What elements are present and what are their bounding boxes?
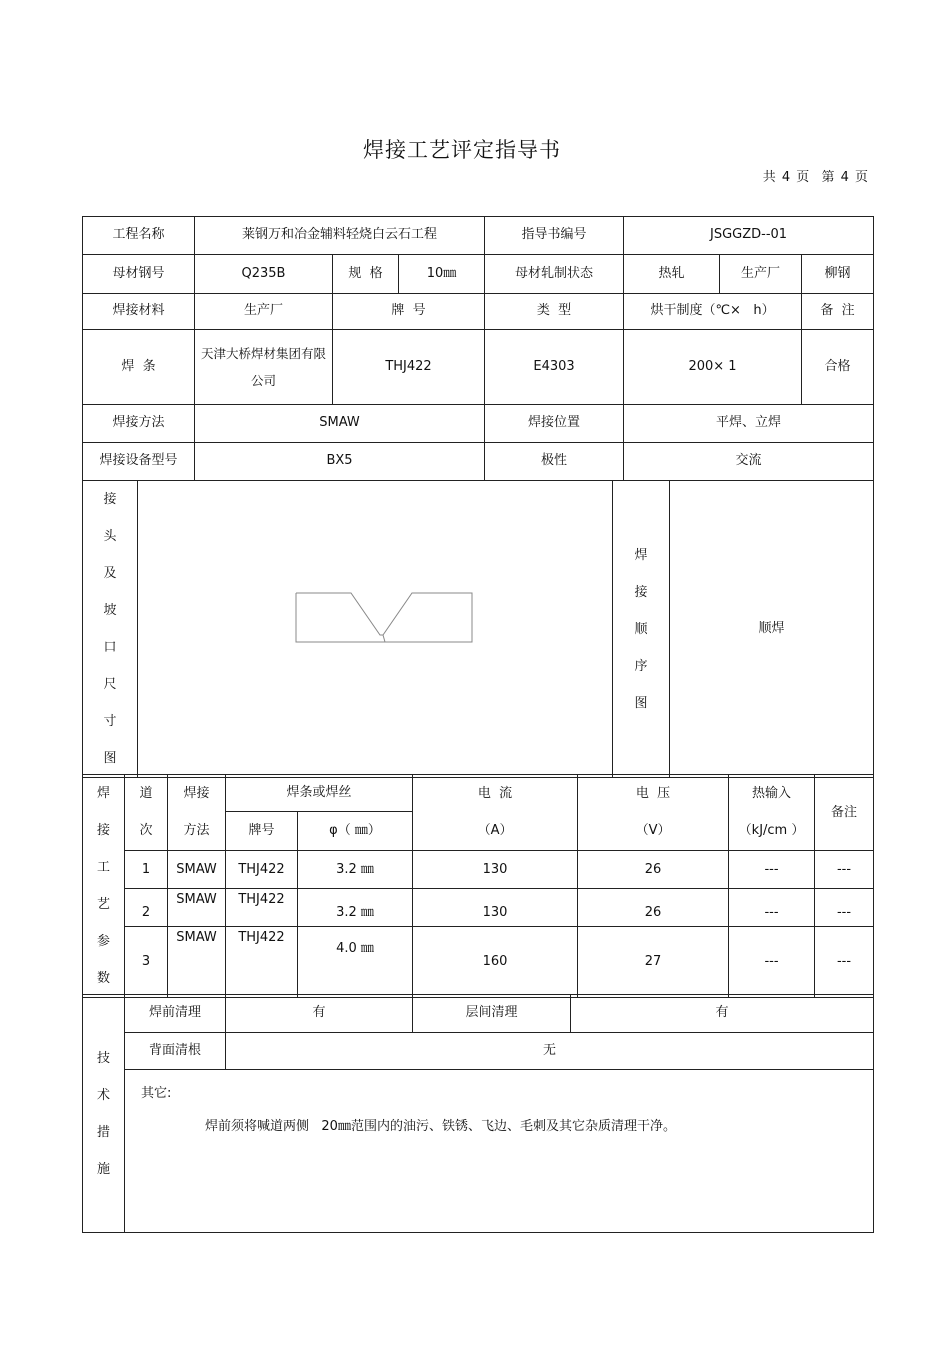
heat-cell: --- [729,851,815,889]
params-table [82,774,874,998]
table-row [83,926,874,997]
remark-cell: --- [815,851,874,889]
project-value: 莱钢万和冶金辅料轻烧白云石工程 [195,217,485,255]
method-cell: SMAW [168,926,226,997]
rolling-value: 热轧 [624,255,720,294]
col-remark: 备注 [815,775,874,851]
params-label: 焊 接 工 艺 参 数 [83,775,125,998]
pass-cell: 2 [125,889,168,926]
col-dia: φ（ ㎜） [298,812,413,851]
joint-table [82,480,874,778]
maker-value: 柳钢 [802,255,874,294]
other-measures [125,1070,874,1233]
position-label: 焊接位置 [485,405,624,443]
col-method: 焊接 方法 [168,775,226,851]
voltage-cell: 27 [578,926,729,997]
electrode-label: 焊 条 [83,330,195,405]
method-value: SMAW [195,405,485,443]
heat-cell: --- [729,889,815,926]
remark-cell: --- [815,889,874,926]
sequence-label: 焊 接 顺 序 图 [613,481,670,778]
polarity-label: 极性 [485,443,624,481]
other-text: 焊前须将喊道两侧 20㎜范围内的油污、铁锈、飞边、毛刺及其它杂质清理干净。 [205,1119,676,1135]
back-gouge-label: 背面清根 [125,1033,226,1070]
table-row [83,851,874,889]
pass-cell: 1 [125,851,168,889]
dia-cell: 3.2 ㎜ [298,889,413,926]
base-steel-value: Q235B [195,255,333,294]
table-row [83,889,874,926]
electrode-baking: 200× 1 [624,330,802,405]
col-heat-input: 热输入 （kJ/cm ） [729,775,815,851]
pass-cell: 3 [125,926,168,997]
polarity-value: 交流 [624,443,874,481]
inter-clean-value: 有 [571,995,874,1033]
current-cell: 130 [413,851,578,889]
col-filler: 焊条或焊丝 [226,775,413,812]
page-info [757,166,868,185]
joint-label: 接 头 及 坡 口 尺 寸 图 [83,481,138,778]
method-cell: SMAW [168,851,226,889]
equipment-value: BX5 [195,443,485,481]
current-cell: 160 [413,926,578,997]
maker-label: 生产厂 [720,255,802,294]
method-label: 焊接方法 [83,405,195,443]
brand-cell: THJ422 [226,851,298,889]
brand-cell: THJ422 [226,926,298,997]
voltage-cell: 26 [578,851,729,889]
tech-table [82,994,874,1233]
pre-clean-label: 焊前清理 [125,995,226,1033]
electrode-maker: 天津大桥焊材集团有限公司 [195,330,333,405]
current-cell: 130 [413,889,578,926]
dia-cell: 4.0 ㎜ [298,926,413,997]
col-voltage: 电 压 （V） [578,775,729,851]
col-brand: 牌号 [226,812,298,851]
page-current: 第 4 页 [821,170,868,185]
col-type: 类 型 [485,294,624,330]
voltage-cell: 26 [578,889,729,926]
rolling-label: 母材轧制状态 [485,255,624,294]
page-total: 共 4 页 [762,170,810,185]
col-remark: 备 注 [802,294,874,330]
sequence-value: 顺焊 [670,481,874,778]
brand-cell: THJ422 [226,889,298,926]
equipment-label: 焊接设备型号 [83,443,195,481]
doc-no-value: JSGGZD--01 [624,217,874,255]
method-cell: SMAW [168,889,226,926]
other-label: 其它: [141,1086,172,1101]
col-current: 电 流 （A） [413,775,578,851]
heat-cell: --- [729,926,815,997]
back-gouge-value: 无 [226,1033,874,1070]
header-table [82,216,874,481]
electrode-type: E4303 [485,330,624,405]
doc-no-label: 指导书编号 [485,217,624,255]
electrode-remark: 合格 [802,330,874,405]
col-maker: 生产厂 [195,294,333,330]
material-label: 焊接材料 [83,294,195,330]
spec-label: 规 格 [333,255,399,294]
base-steel-label: 母材钢号 [83,255,195,294]
remark-cell: --- [815,926,874,997]
col-pass: 道 次 [125,775,168,851]
project-label: 工程名称 [83,217,195,255]
col-baking: 烘干制度（℃× h） [624,294,802,330]
groove-diagram [138,482,613,776]
spec-value: 10㎜ [399,255,485,294]
electrode-brand: THJ422 [333,330,485,405]
dia-cell: 3.2 ㎜ [298,851,413,889]
tech-label: 技 术 措 施 [83,995,125,1233]
position-value: 平焊、立焊 [624,405,874,443]
document-title: 焊接工艺评定指导书 [363,138,561,162]
joint-groove-drawing [138,481,613,778]
col-brand: 牌 号 [333,294,485,330]
inter-clean-label: 层间清理 [413,995,571,1033]
pre-clean-value: 有 [226,995,413,1033]
